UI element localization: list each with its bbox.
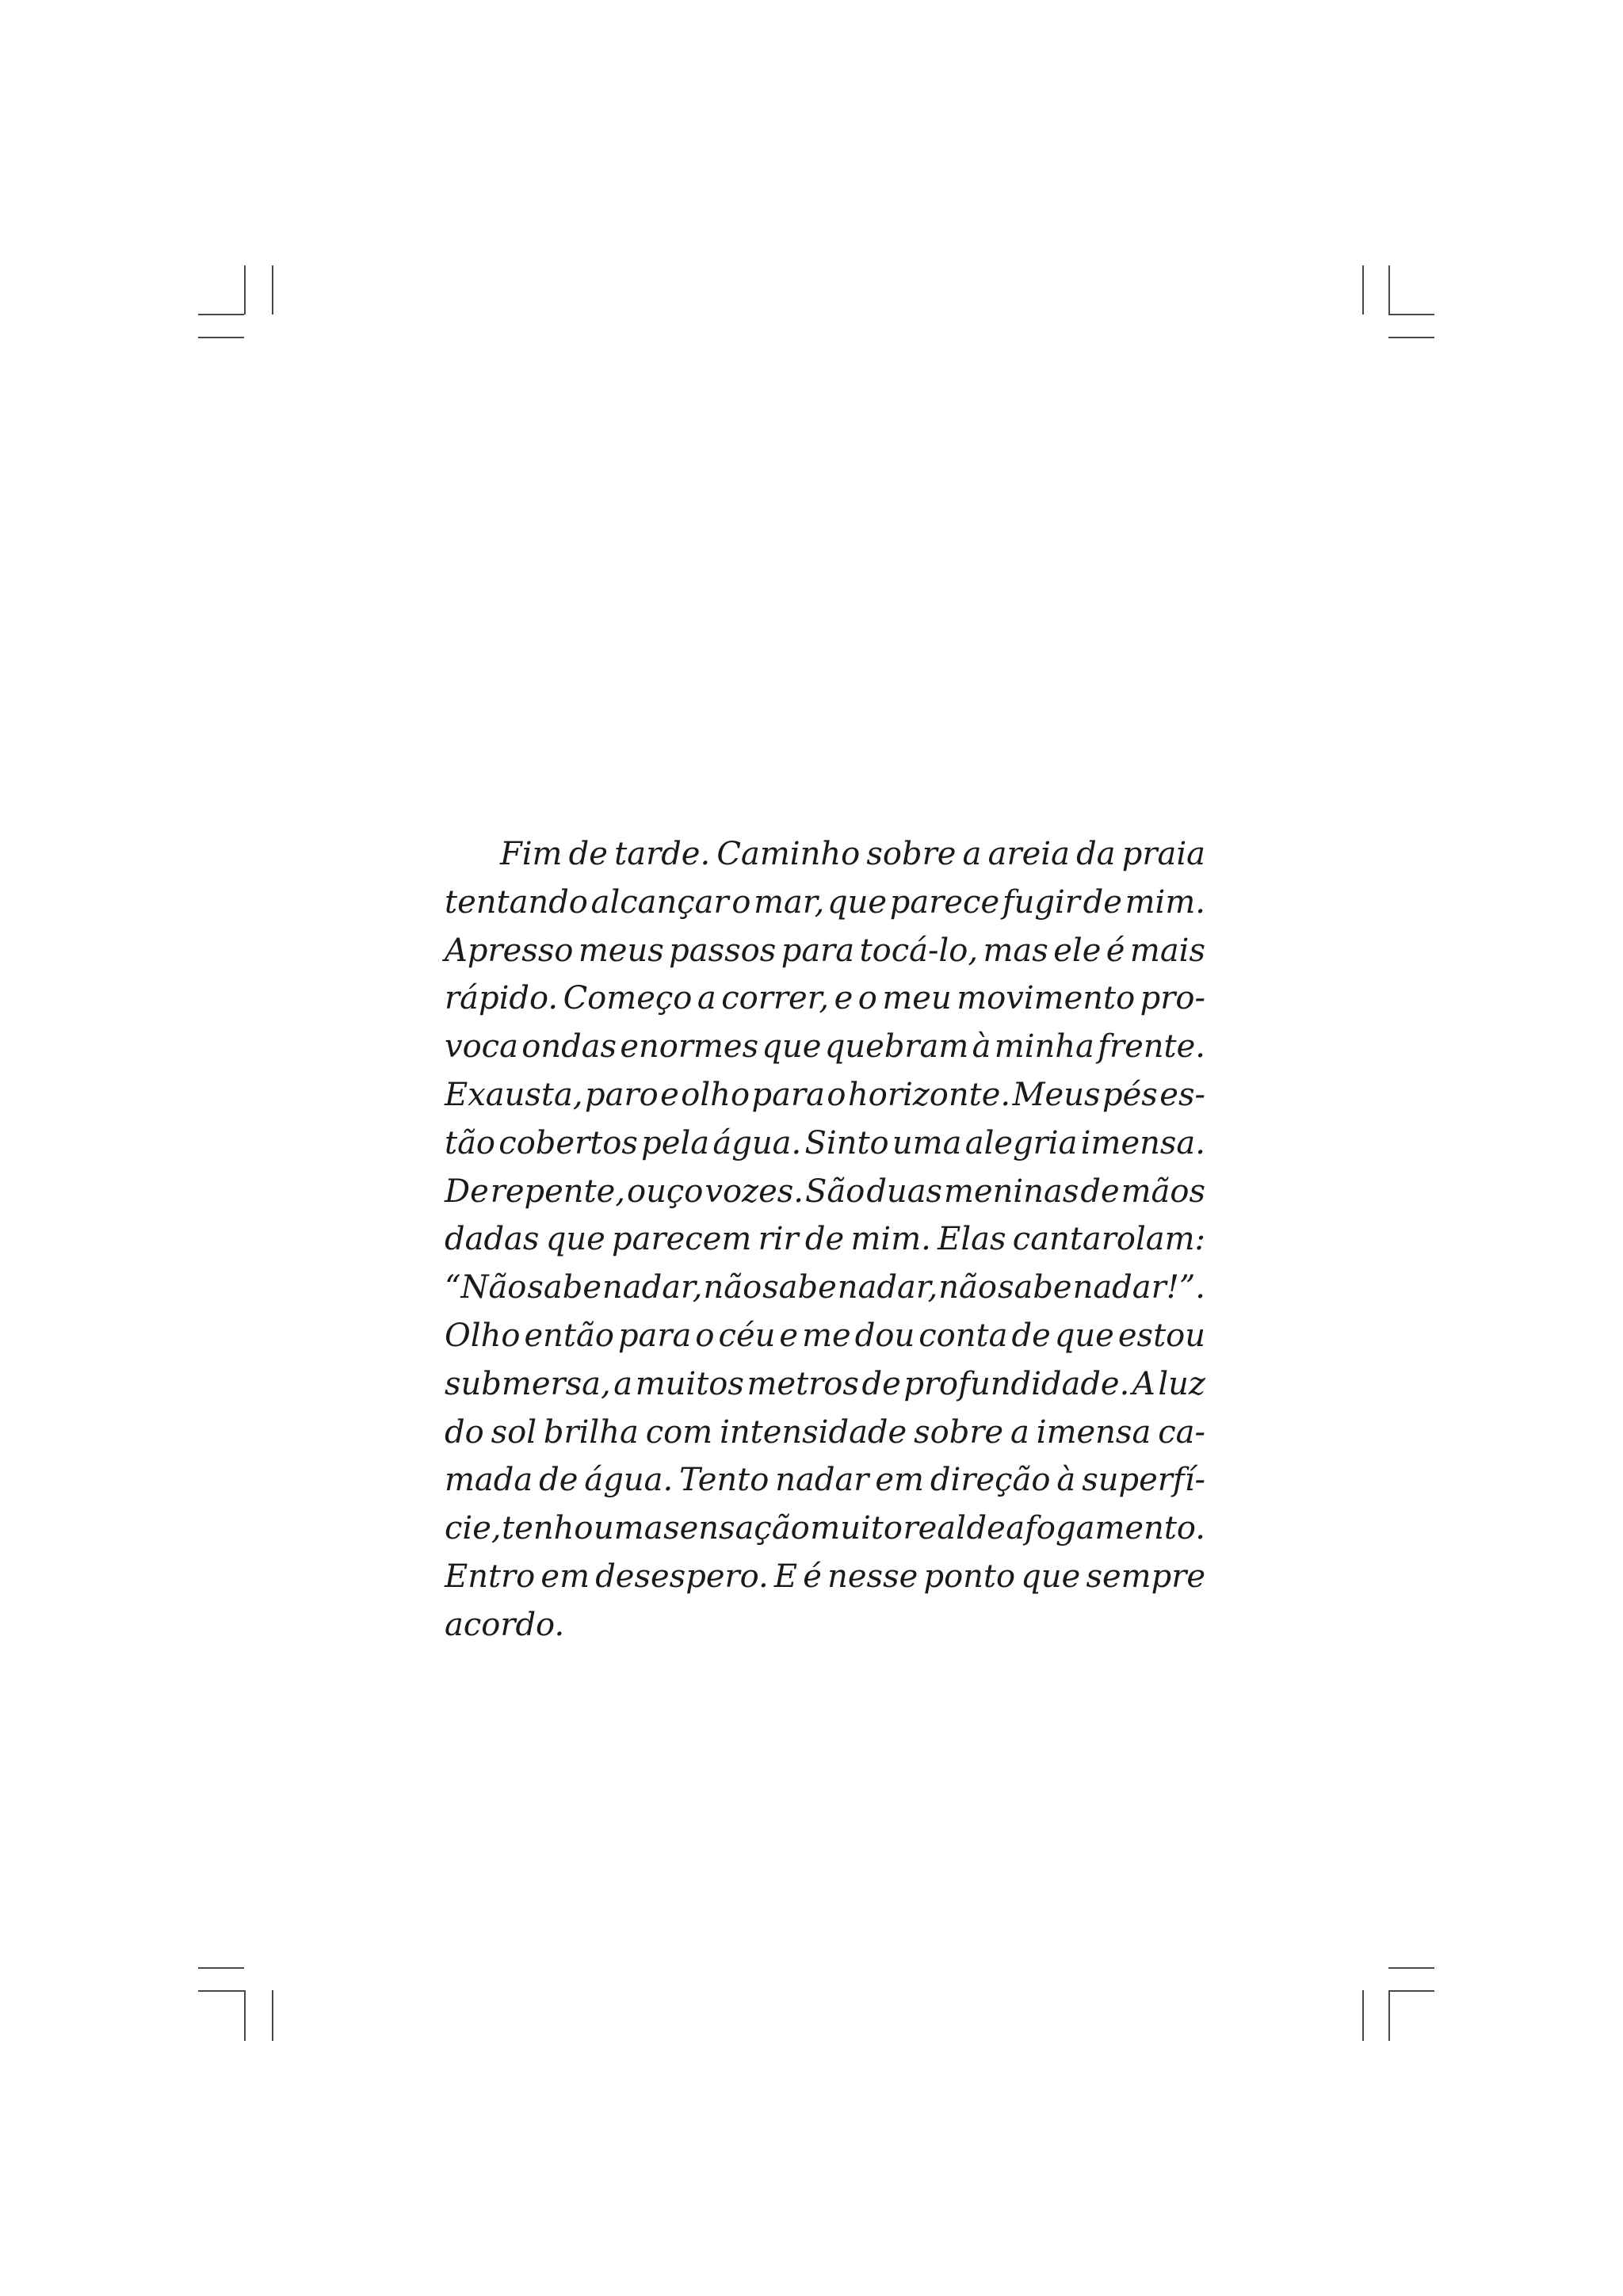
paragraph-line: “Não sabe nadar, não sabe nadar, não sabe nadar!”.	[445, 1269, 1205, 1306]
paragraph-line: acordo.	[445, 1606, 565, 1643]
crop-mark-bottom-left-vertical-outer	[272, 1990, 273, 2041]
paragraph-line: tão cobertos pela água. Sinto uma alegria imensa.	[445, 1124, 1205, 1161]
paragraph-line: Apresso meus passos para tocá-lo, mas ele é mais	[445, 932, 1205, 969]
crop-mark-bottom-right-horizontal-upper	[1388, 1967, 1434, 1969]
paragraph-line: Fim de tarde. Caminho sobre a areia da praia	[500, 836, 1205, 872]
crop-mark-bottom-right-vertical	[1388, 1990, 1390, 2041]
paragraph-line: do sol brilha com intensidade sobre a imensa ca-	[445, 1413, 1205, 1451]
crop-mark-bottom-left-horizontal-upper	[198, 1967, 244, 1969]
paragraph-line: voca ondas enormes que quebram à minha frente.	[445, 1028, 1205, 1066]
paragraph-line: Olho então para o céu e me dou conta de que estou	[445, 1317, 1205, 1354]
paragraph-line: Exausta, paro e olho para o horizonte. Meus pés es-	[445, 1076, 1205, 1113]
paragraph-line: tentando alcançar o mar, que parece fugir de mim.	[445, 883, 1205, 921]
crop-mark-bottom-left-vertical	[244, 1990, 246, 2041]
paragraph-line: submersa, a muitos metros de profundidade. A luz	[445, 1365, 1206, 1402]
paragraph-line: rápido. Começo a correr, e o meu movimento pro-	[445, 980, 1205, 1017]
paragraph-line: De repente, ouço vozes. São duas meninas de mãos	[445, 1173, 1205, 1210]
crop-mark-top-right-horizontal-lower	[1388, 337, 1434, 338]
crop-mark-top-left-horizontal-lower	[198, 337, 244, 338]
paragraph-line: Entro em desespero. E é nesse ponto que sempre	[445, 1558, 1205, 1595]
crop-mark-top-right-vertical	[1388, 265, 1390, 315]
paragraph-line: cie, tenho uma sensação muito real de afogamento.	[445, 1510, 1205, 1547]
crop-mark-top-left-vertical	[244, 265, 246, 315]
crop-mark-top-right-horizontal	[1388, 314, 1434, 315]
body-paragraph	[445, 830, 1205, 1650]
paragraph-line: mada de água. Tento nadar em direção à superfí-	[445, 1462, 1205, 1499]
crop-mark-top-right-vertical-outer	[1362, 265, 1364, 315]
crop-mark-bottom-left-horizontal	[198, 1990, 244, 1992]
crop-mark-bottom-right-horizontal	[1388, 1990, 1434, 1992]
crop-mark-top-left-horizontal	[198, 314, 244, 315]
crop-mark-bottom-right-vertical-outer	[1362, 1990, 1364, 2041]
crop-mark-top-left-vertical-outer	[272, 265, 273, 315]
paragraph-line: dadas que parecem rir de mim. Elas cantarolam:	[445, 1221, 1205, 1258]
